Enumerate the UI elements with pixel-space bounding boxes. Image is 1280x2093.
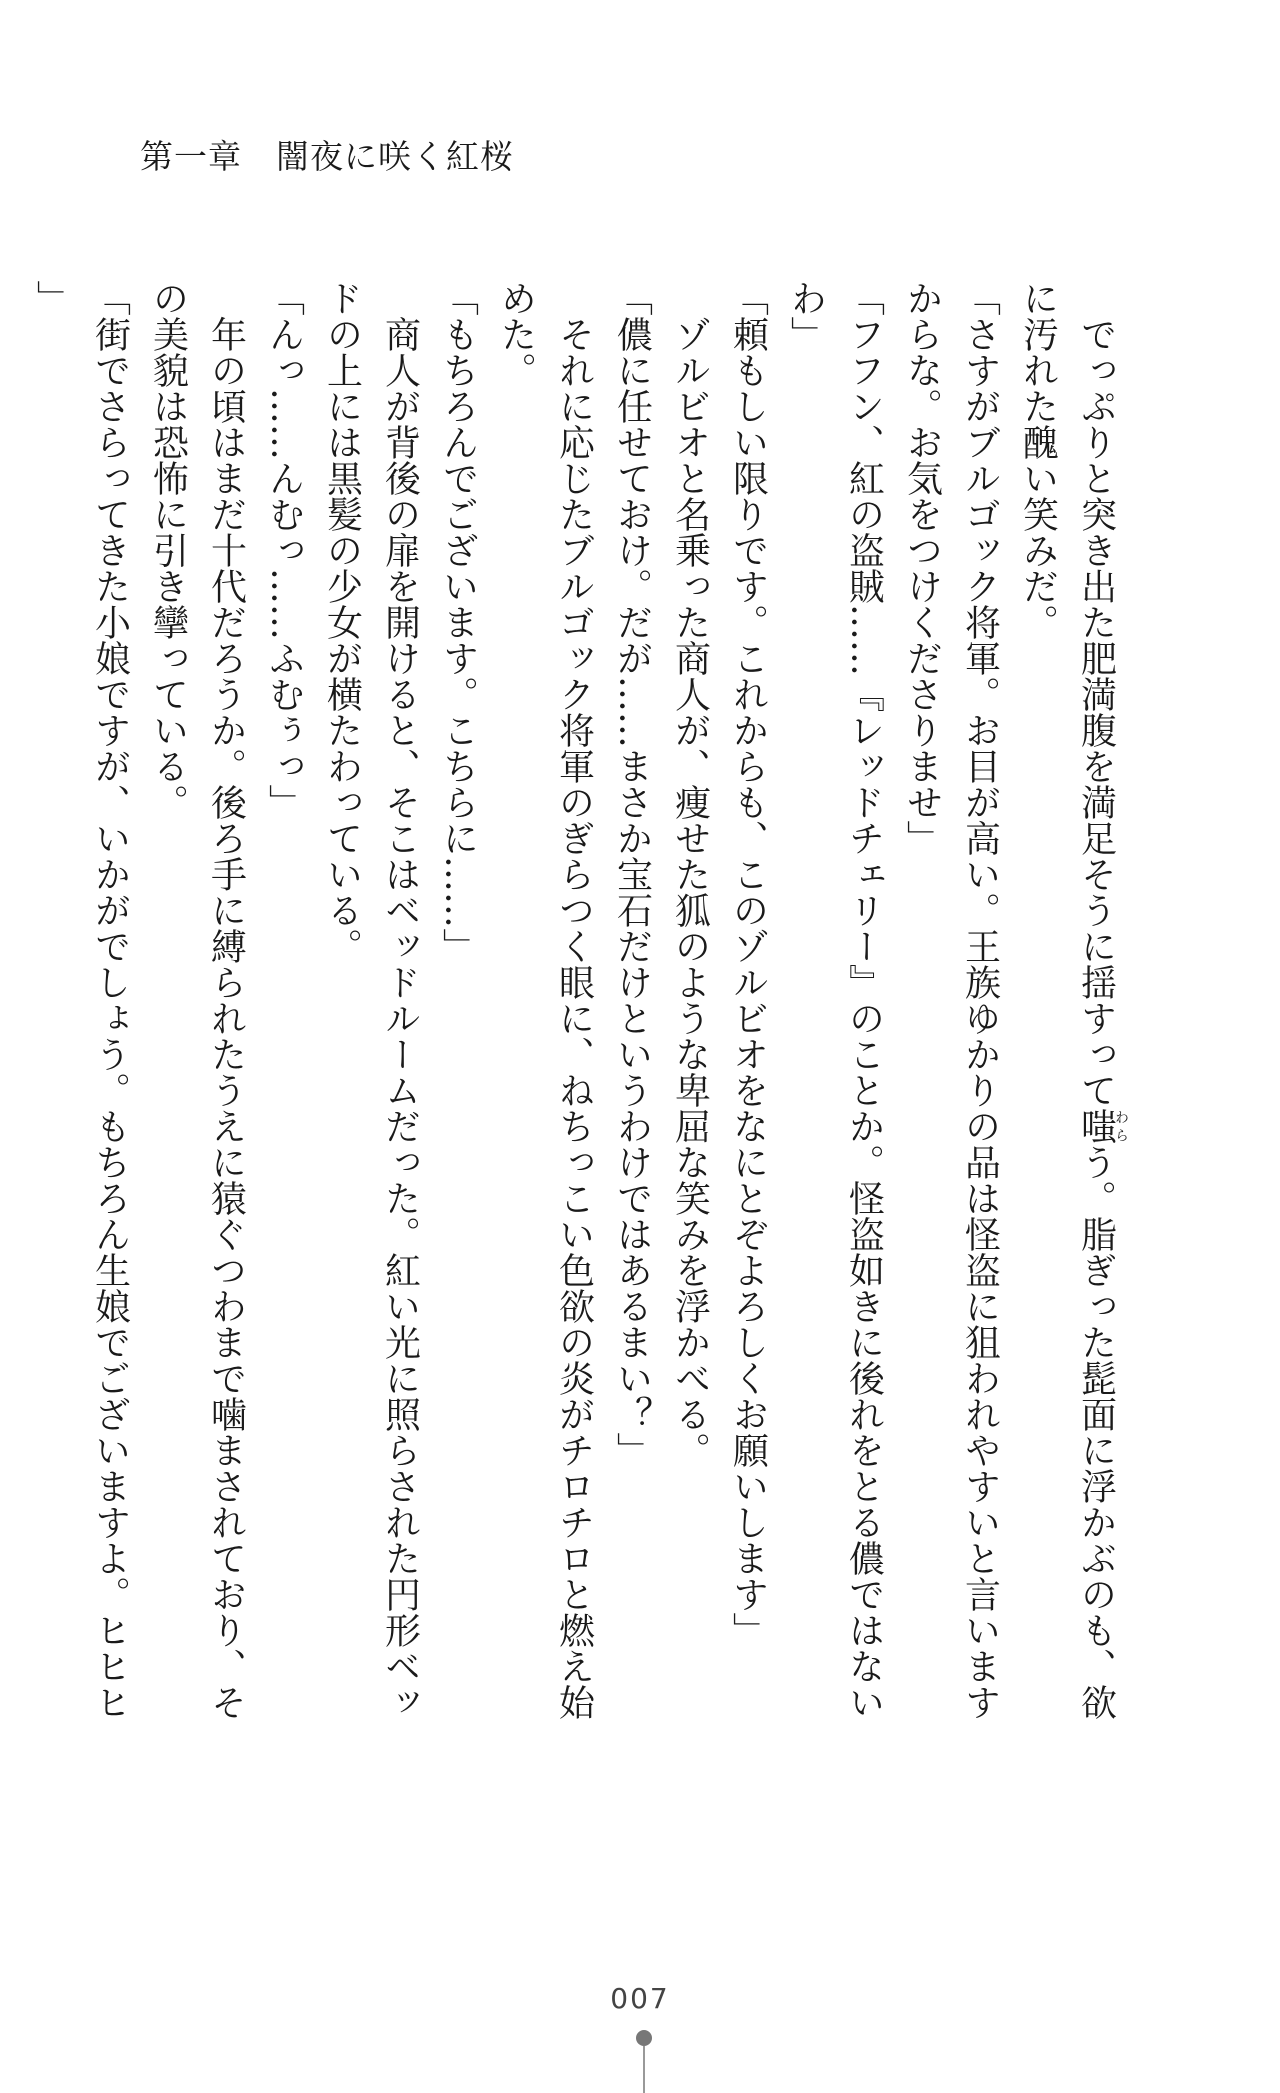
text-line: に汚れた醜い笑みだ。 (1017, 280, 1059, 640)
text-line: わ」 (785, 280, 827, 352)
page-number: 007 (610, 1982, 670, 2015)
text-line: 」 (31, 280, 73, 316)
text-line: 「頼もしい限りです。これからも、このゾルビオをなにとぞよろしくお願いします」 (727, 280, 769, 1648)
text-line: めた。 (495, 280, 537, 388)
running-header: 第一章 闇夜に咲く紅桜 (140, 137, 514, 176)
text-line: 「フフン、紅の盗賊……『レッドチェリー』のことか。怪盗如きに後れをとる儂ではない (843, 280, 885, 1720)
text-line: 「さすがブルゴック将軍。お目が高い。王族ゆかりの品は怪盗に狙われやすいと言います (959, 280, 1001, 1720)
text-line: の美貌は恐怖に引き攣っている。 (147, 280, 189, 820)
text-line: 「んっ……んむっ……ふむぅっ」 (263, 280, 305, 820)
text-line: 「儂に任せておけ。だが……まさか宝石だけというわけではあるまい？」 (611, 280, 653, 1468)
text-line: 商人が背後の扉を開けると、そこはベッドルームだった。紅い光に照らされた円形ベッ (379, 280, 421, 1720)
text-line: 「もちろんでございます。こちらに……」 (437, 280, 479, 964)
text-line: 「街でさらってきた小娘ですが、いかがでしょう。もちろん生娘でございますよ。ヒヒヒ (89, 280, 131, 1720)
text-line: でっぷりと突き出た肥満腹を満足そうに揺すって嗤わらう。脂ぎった髭面に浮かぶのも、欲 (1075, 280, 1129, 1720)
text-line: ドの上には黒髪の少女が横たわっている。 (321, 280, 363, 964)
folio-line (643, 2046, 645, 2093)
body-text (31, 280, 1129, 1720)
text-line: それに応じたブルゴック将軍のぎらつく眼に、ねちっこい色欲の炎がチロチロと燃え始 (553, 280, 595, 1720)
text-line: からな。お気をつけくださりませ」 (901, 280, 943, 856)
text-line: ゾルビオと名乗った商人が、痩せた狐のような卑屈な笑みを浮かべる。 (669, 280, 711, 1468)
folio-dot (636, 2030, 652, 2046)
text-line: 年の頃はまだ十代だろうか。後ろ手に縛られたうえに猿ぐつわまで噛まされており、そ (205, 280, 247, 1720)
ruby-annotation: 嗤わら (1075, 1108, 1129, 1144)
